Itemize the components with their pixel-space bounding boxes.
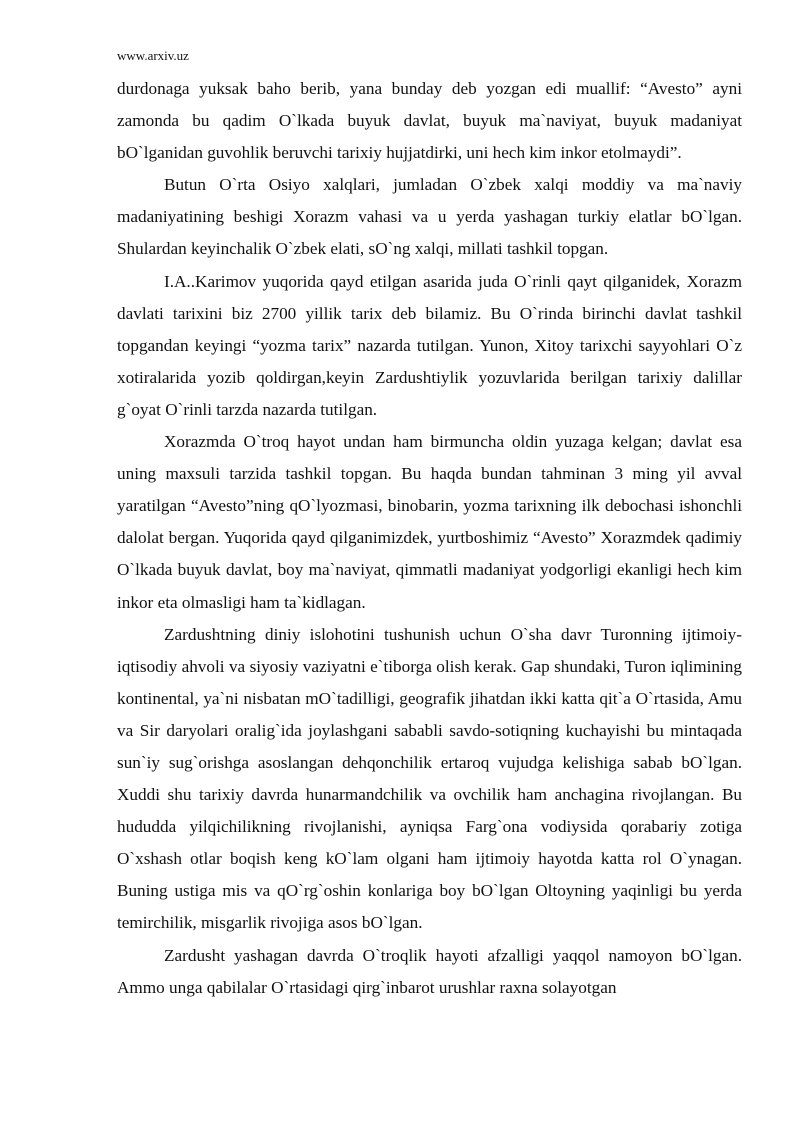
paragraph: Zardushtning diniy islohotini tushunish uchun O`sha davr Turonning ijtimoiy-iqtisodiy ahvoli va siyosiy vaziyatni e`tiborga olish kerak. Gap shundaki, Turon iqlimining kontinental, ya`ni nisbatan mO`tadilligi, geografik jihatdan ikki katta qit`a O`rtasida, Amu va Sir daryolari oralig`ida joylashgani sababli savdo-sotiqning kuchayishi bu mintaqada sun`iy sug`orishga asoslangan dehqonchilik ertaroq vujudga kelishiga sabab bO`lgan. Xuddi shu tarixiy davrda hunarmandchilik va ovchilik ham anchagina rivojlangan. Bu hududda yilqichilikning rivojlanishi, ayniqsa Farg`ona vodiysida qorabariy zotiga O`xshash otlar boqish keng kO`lam olgani ham ijtimoiy hayotda katta rol O`ynagan. Buning ustiga mis va qO`rg`oshin konlariga boy bO`lgan Oltoyning yaqinligi bu yerda temirchilik, misgarlik rivojiga asos bO`lgan. [117,624,742,933]
paragraph: Xorazmda O`troq hayot undan ham birmuncha oldin yuzaga kelgan; davlat esa uning maxsuli tarzida tashkil topgan. Bu haqda bundan tahminan 3 ming yil avval yaratilgan “Avesto”ning qO`lyozmasi, binobarin, yozma tarixning ilk debochasi ishonchli dalolat bergan. Yuqorida qayd qilganimizdek, yurtboshimiz “Avesto” Xorazmdek qadimiy O`lkada buyuk davlat, boy ma`naviyat, qimmatli madaniyat yodgorligi ekanligi hech kim inkor eta olmasligi ham ta`kidlagan. [117,432,742,612]
header-url: www.arxiv.uz [117,48,189,63]
paragraph: Butun O`rta Osiyo xalqlari, jumladan O`zbek xalqi moddiy va ma`naviy madaniyatining beshigi Xorazm vahasi va u yerda yashagan turkiy elatlar bO`lgan. Shulardan keyinchalik O`zbek elati, sO`ng xalqi, millati tashkil topgan. [117,175,742,259]
paragraph: Zardusht yashagan davrda O`troqlik hayoti afzalligi yaqqol namoyon bO`lgan. Ammo unga qabilalar O`rtasidagi qirg`inbarot urushlar raxna solayotgan [117,945,742,997]
paragraph: I.A..Karimov yuqorida qayd etilgan asarida juda O`rinli qayt qilganidek, Xorazm davlati tarixini biz 2700 yillik tarix deb bilamiz. Bu O`rinda birinchi davlat tashkil topgandan keyingi “yozma tarix” nazarda tutilgan. Yunon, Xitoy tarixchi sayyohlari O`z xotiralarida yozib qoldirgan,keyin Zardushtiylik yozuvlarida berilgan tarixiy dalillar g`oyat O`rinli tarzda nazarda tutilgan. [117,271,742,419]
body-text [117,73,742,1004]
paragraph-continuation: durdonaga yuksak baho berib, yana bunday deb yozgan edi muallif: “Avesto” ayni zamonda bu qadim O`lkada buyuk davlat, buyuk ma`naviyat, buyuk madaniyat bO`lganidan guvohlik beruvchi tarixiy hujjatdirki, uni hech kim inkor etolmaydi”. [117,79,742,163]
